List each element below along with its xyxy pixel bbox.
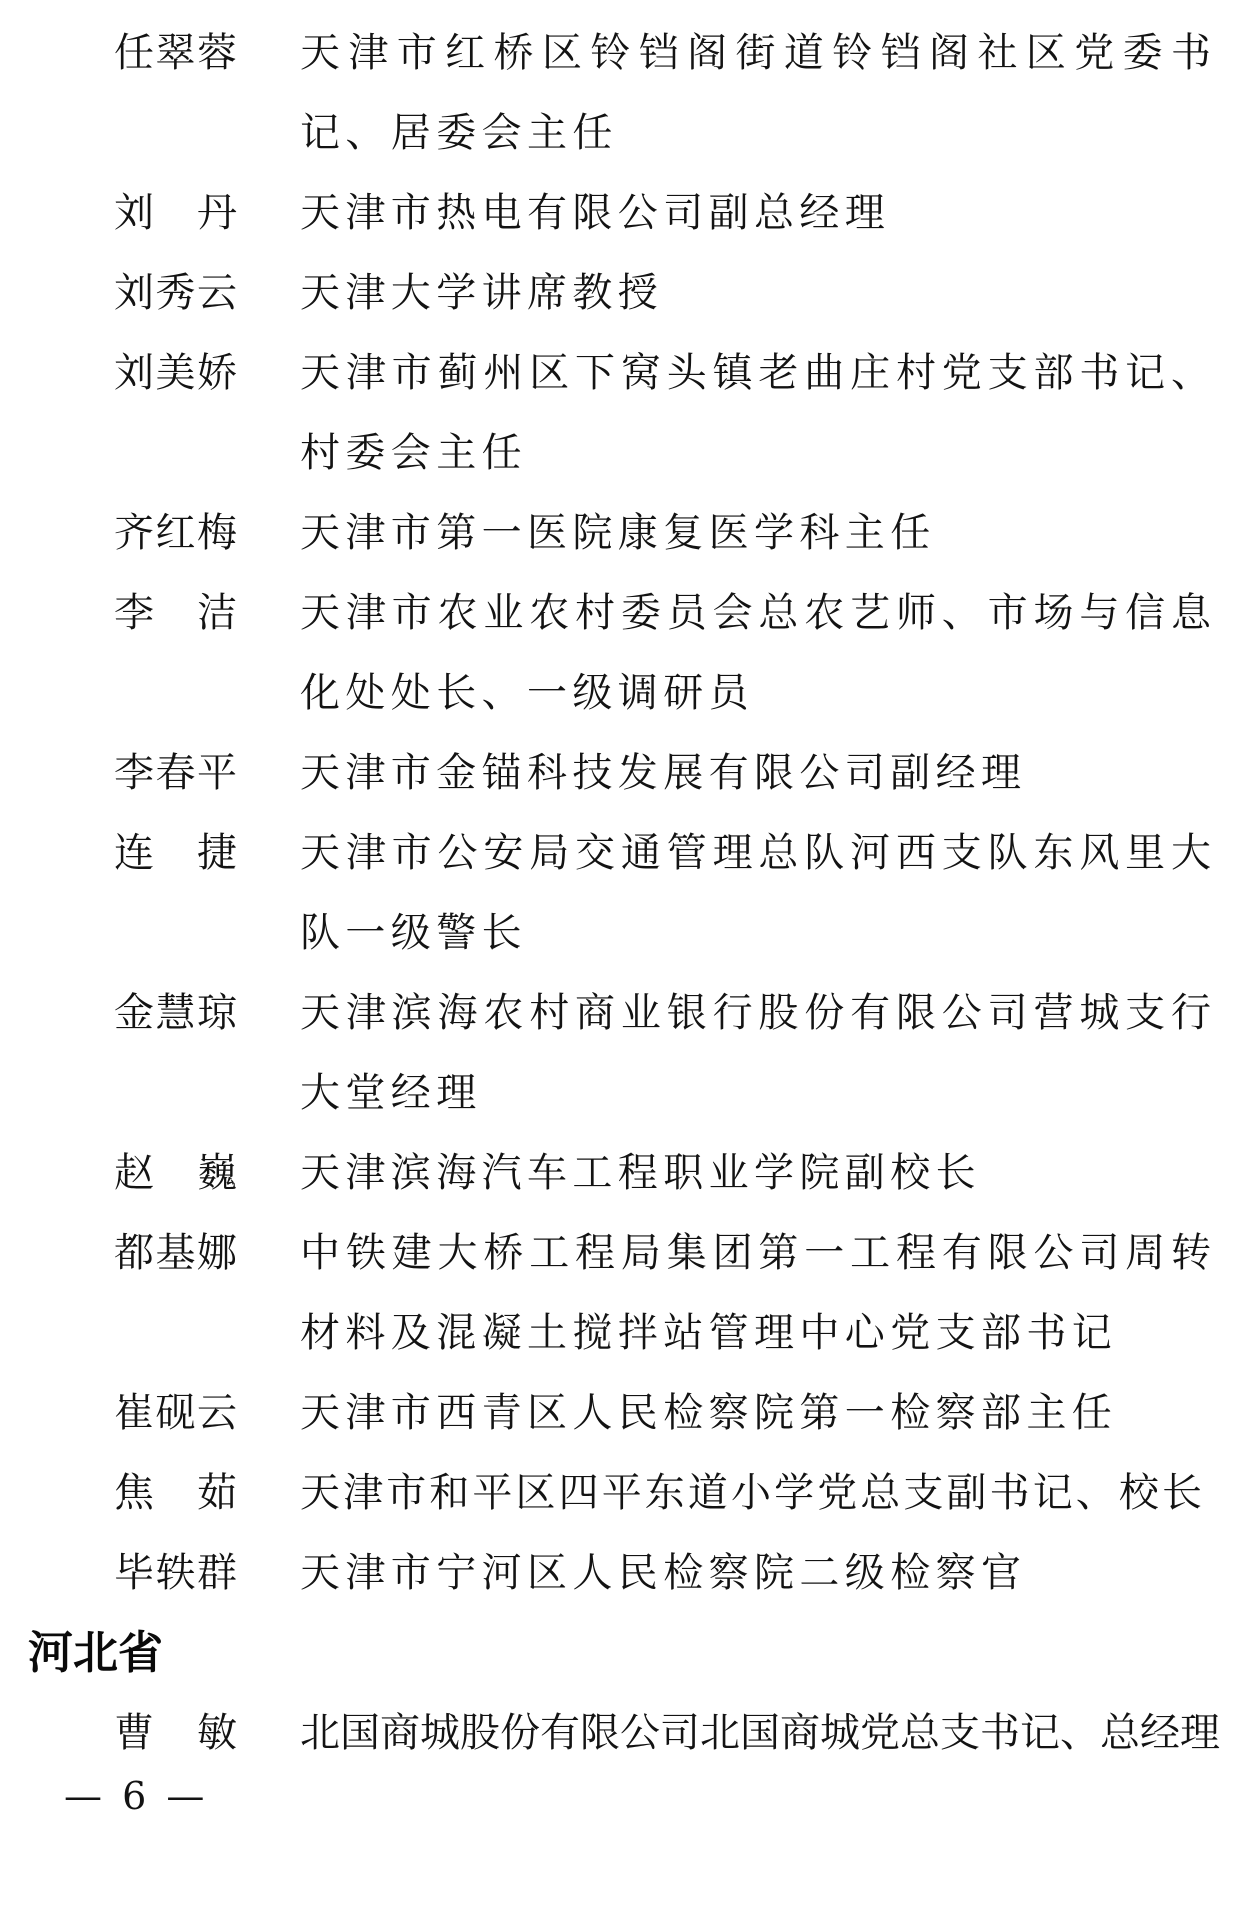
position-line: 村委会主任	[300, 430, 527, 476]
person-name: 任翠蓉	[114, 30, 238, 76]
list-item	[0, 333, 1242, 493]
position-line: 天津市和平区四平东道小学党总支副书记、校长	[300, 1470, 1206, 1516]
person-name: 焦 茹	[114, 1470, 238, 1516]
person-name: 刘 丹	[114, 190, 238, 236]
person-title	[300, 1373, 1216, 1453]
person-title	[300, 973, 1216, 1133]
list-item	[0, 253, 1242, 333]
list-item	[0, 733, 1242, 813]
position-line: 天津市第一医院康复医学科主任	[300, 510, 936, 556]
position-line: 天津市热电有限公司副总经理	[300, 190, 891, 236]
list-item	[0, 1453, 1242, 1533]
position-line: 材料及混凝土搅拌站管理中心党支部书记	[300, 1310, 1118, 1356]
person-title	[300, 1133, 1216, 1213]
person-title	[300, 493, 1216, 573]
person-name: 崔砚云	[114, 1390, 238, 1436]
person-name: 刘秀云	[114, 270, 238, 316]
list-item	[0, 1373, 1242, 1453]
position-line: 天津市宁河区人民检察院二级检察官	[300, 1550, 1027, 1596]
person-title	[300, 1213, 1216, 1373]
person-title	[300, 333, 1216, 493]
list-item	[0, 573, 1242, 733]
person-title	[300, 173, 1216, 253]
person-title	[300, 1533, 1216, 1613]
page-number: — 6 —	[64, 1774, 209, 1818]
person-name: 李 洁	[114, 590, 238, 636]
list-item	[0, 493, 1242, 573]
position-line: 天津市公安局交通管理总队河西支队东风里大	[300, 830, 1216, 876]
person-title	[300, 813, 1216, 973]
person-name: 金慧琼	[114, 990, 238, 1036]
position-line: 天津市西青区人民检察院第一检察部主任	[300, 1390, 1118, 1436]
person-name: 曹 敏	[114, 1710, 238, 1756]
position-line: 天津市金锚科技发展有限公司副经理	[300, 750, 1027, 796]
person-name: 都基娜	[114, 1230, 238, 1276]
position-line: 天津市农业农村委员会总农艺师、市场与信息	[300, 590, 1216, 636]
position-line: 天津市蓟州区下窝头镇老曲庄村党支部书记、	[300, 350, 1216, 396]
position-line: 大堂经理	[300, 1070, 482, 1116]
position-line: 天津滨海汽车工程职业学院副校长	[300, 1150, 981, 1196]
position-line: 队一级警长	[300, 910, 527, 956]
position-line: 记、居委会主任	[300, 110, 618, 156]
position-line: 中铁建大桥工程局集团第一工程有限公司周转	[300, 1230, 1216, 1276]
position-line: 天津市红桥区铃铛阁街道铃铛阁社区党委书	[300, 30, 1216, 76]
person-title	[300, 733, 1216, 813]
position-line: 天津大学讲席教授	[300, 270, 664, 316]
section-header: 河北省	[28, 1626, 164, 1679]
name-title-list	[0, 13, 1242, 1773]
list-item	[0, 1133, 1242, 1213]
person-name: 齐红梅	[114, 510, 238, 556]
person-title	[300, 253, 1216, 333]
list-item	[0, 813, 1242, 973]
position-line: 北国商城股份有限公司北国商城党总支书记、总经理	[300, 1710, 1220, 1756]
person-title	[300, 13, 1216, 173]
list-item	[0, 973, 1242, 1133]
person-name: 李春平	[114, 750, 238, 796]
list-item	[0, 1533, 1242, 1613]
list-item	[0, 13, 1242, 173]
position-line: 天津滨海农村商业银行股份有限公司营城支行	[300, 990, 1216, 1036]
position-line: 化处处长、一级调研员	[300, 670, 754, 716]
person-name: 连 捷	[114, 830, 238, 876]
person-name: 赵 巍	[114, 1150, 238, 1196]
person-title	[300, 1693, 1220, 1773]
person-title	[300, 1453, 1216, 1533]
list-item	[0, 1693, 1242, 1773]
person-name: 刘美娇	[114, 350, 238, 396]
list-item	[0, 173, 1242, 253]
person-title	[300, 573, 1216, 733]
person-name: 毕轶群	[114, 1550, 238, 1596]
list-item	[0, 1213, 1242, 1373]
